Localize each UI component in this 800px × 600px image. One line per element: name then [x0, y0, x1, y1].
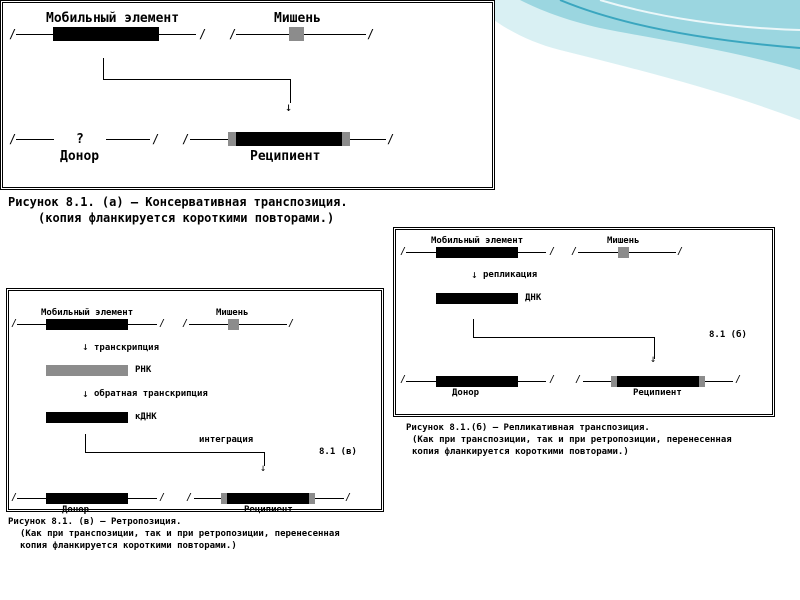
fig-a-recipient-repeat-right [342, 132, 350, 146]
slash-mark: / [575, 374, 582, 385]
fig-b-dna-label: ДНК [525, 293, 542, 303]
fig-b-replication-label: репликация [483, 270, 538, 280]
fig-c-down-arrow-icon-2: ↓ [82, 387, 89, 400]
fig-b-donor-element-bar [436, 376, 518, 387]
fig-c-recipient-repeat-right [309, 493, 315, 504]
fig-c-transcription-label: транскрипция [94, 343, 160, 353]
fig-b-down-arrow-icon-2: ↓ [650, 354, 657, 365]
fig-c-target-label: Мишень [216, 308, 249, 318]
fig-c-rna-label: РНК [135, 365, 152, 375]
slash-mark: / [159, 492, 166, 503]
fig-c-down-arrow-icon: ↓ [82, 340, 89, 353]
fig-c-recipient-element-bar [227, 493, 309, 504]
slash-mark: / [182, 132, 190, 146]
slash-mark: / [11, 318, 18, 329]
fig-a-connector-vertical [103, 58, 104, 80]
fig-b-caption-line-1: Рисунок 8.1.(б) – Репликативная транспозиция. [406, 423, 650, 433]
fig-c-reverse-transcription-label: обратная транскрипция [94, 389, 208, 399]
figure-a-panel [0, 0, 495, 230]
slash-mark: / [387, 132, 395, 146]
slash-mark: / [9, 132, 17, 146]
fig-c-donor-element-bar [46, 493, 128, 504]
fig-b-recipient-label: Реципиент [633, 388, 682, 398]
slash-mark: / [549, 246, 556, 257]
slash-mark: / [11, 492, 18, 503]
fig-c-cdna-bar [46, 412, 128, 423]
fig-c-donor-label: Донор [62, 505, 90, 515]
fig-c-mobile-element-bar [46, 319, 128, 330]
slash-mark: / [9, 27, 17, 41]
fig-a-recipient-repeat-left [228, 132, 236, 146]
fig-c-recipient-label: Реципиент [244, 505, 293, 515]
fig-a-recipient-element-bar [236, 132, 342, 146]
slash-mark: / [571, 246, 578, 257]
slash-mark: / [549, 374, 556, 385]
fig-a-target-site [289, 27, 304, 41]
fig-a-caption-line-1: Рисунок 8.1. (а) – Консервативная транспозиция. [8, 195, 348, 209]
slash-mark: / [400, 374, 407, 385]
slash-mark: / [199, 27, 207, 41]
fig-b-caption-line-3: копия фланкируется короткими повторами.) [412, 447, 629, 457]
fig-a-donor-label: Донор [60, 149, 100, 164]
fig-b-recipient-element-bar [617, 376, 699, 387]
fig-b-connector-vertical [473, 319, 474, 337]
fig-a-donor-empty-line-left [16, 139, 54, 140]
fig-b-caption-line-2: (Как при транспозиции, так и при ретропозиции, перенесенная [412, 435, 732, 445]
slash-mark: / [400, 246, 407, 257]
fig-b-target-label: Мишень [607, 236, 640, 246]
fig-c-rna-bar [46, 365, 128, 376]
slash-mark: / [229, 27, 237, 41]
slash-mark: / [367, 27, 375, 41]
slash-mark: / [186, 492, 193, 503]
slash-mark: / [677, 246, 684, 257]
fig-c-connector-horizontal [85, 452, 265, 453]
fig-c-caption-line-2: (Как при транспозиции, так и при ретропозиции, перенесенная [20, 529, 340, 539]
fig-b-down-arrow-icon: ↓ [471, 268, 478, 281]
fig-c-target-site [228, 319, 239, 330]
fig-a-mobile-element-bar [53, 27, 159, 41]
fig-b-connector-horizontal [473, 337, 655, 338]
slash-mark: / [288, 318, 295, 329]
fig-c-connector-vertical [85, 434, 86, 453]
fig-b-target-site [618, 247, 629, 258]
fig-a-target-label: Мишень [274, 11, 321, 26]
fig-b-mobile-element-label: Мобильный элемент [431, 236, 524, 246]
fig-c-cdna-label: кДНК [135, 412, 157, 422]
fig-b-mobile-element-bar [436, 247, 518, 258]
fig-a-question-mark: ? [76, 132, 84, 147]
fig-b-dna-copy-bar [436, 293, 518, 304]
slash-mark: / [345, 492, 352, 503]
slash-mark: / [159, 318, 166, 329]
fig-c-integration-label: интеграция [199, 435, 254, 445]
fig-a-connector-horizontal [103, 79, 291, 80]
fig-c-caption-line-1: Рисунок 8.1. (в) – Ретропозиция. [8, 517, 182, 527]
fig-c-figure-number: 8.1 (в) [319, 447, 357, 457]
fig-b-donor-label: Донор [452, 388, 480, 398]
fig-b-recipient-repeat-right [699, 376, 705, 387]
fig-a-down-arrow-icon: ↓ [285, 100, 293, 114]
fig-a-caption-line-2: (копия фланкируется короткими повторами.) [38, 211, 335, 225]
fig-c-down-arrow-icon-3: ↓ [260, 463, 267, 474]
slash-mark: / [182, 318, 189, 329]
slash-mark: / [152, 132, 160, 146]
figure-b-panel [393, 227, 775, 462]
slash-mark: / [735, 374, 742, 385]
fig-a-donor-empty-line-right [106, 139, 150, 140]
figure-c-panel [6, 288, 384, 556]
fig-c-caption-line-3: копия фланкируется короткими повторами.) [20, 541, 237, 551]
fig-a-recipient-label: Реципиент [250, 149, 321, 164]
fig-c-mobile-element-label: Мобильный элемент [41, 308, 134, 318]
fig-a-mobile-element-label: Мобильный элемент [46, 11, 180, 26]
fig-b-figure-number: 8.1 (б) [709, 330, 747, 340]
